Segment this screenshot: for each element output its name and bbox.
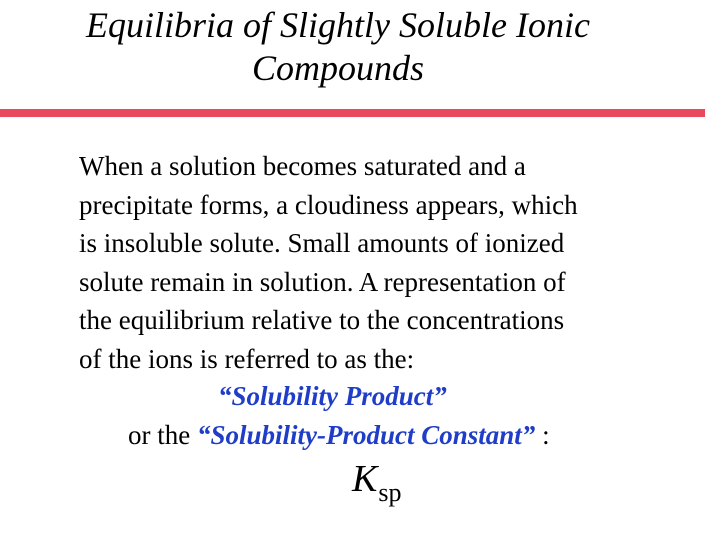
slide-title-line-2: Compounds — [251, 48, 425, 88]
term-connector: or the — [128, 420, 191, 450]
body-line-1: When a solution becomes saturated and a — [79, 151, 526, 181]
body-line-2: precipitate forms, a cloudiness appears, which — [79, 189, 578, 220]
term-line-2 — [128, 416, 550, 454]
ksp-symbol — [352, 456, 401, 506]
body-paragraph — [79, 147, 699, 378]
ksp-symbol-main: K — [352, 458, 378, 500]
body-line-5: the equilibrium relative to the concentrations — [79, 305, 565, 335]
term-trailing-colon: : — [535, 420, 550, 450]
slide-title-line-1: Equilibria of Slightly Soluble Ionic — [86, 5, 590, 45]
slide-title — [0, 4, 676, 90]
body-line-3: is insoluble solute. Small amounts of ionized — [79, 228, 565, 258]
title-divider — [0, 109, 705, 117]
body-line-6: of the ions is referred to as the: — [79, 343, 415, 374]
ksp-symbol-subscript: sp — [378, 478, 402, 507]
body-line-4: solute remain in solution. A representation of — [79, 266, 566, 297]
term-solubility-product: “Solubility Product” — [218, 381, 447, 411]
term-solubility-product-constant: “Solubility-Product Constant” — [196, 420, 536, 450]
term-line-1 — [218, 377, 447, 415]
